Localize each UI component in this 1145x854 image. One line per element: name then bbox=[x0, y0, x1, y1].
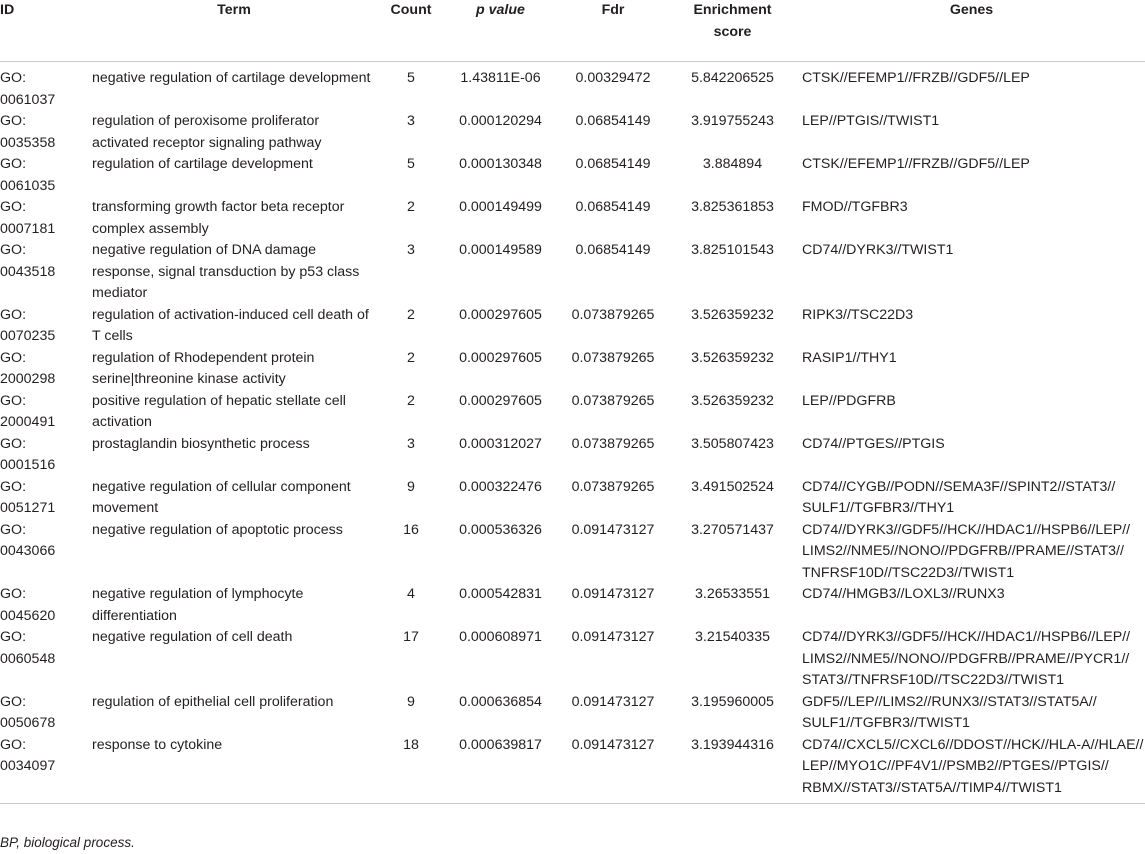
cell-fdr: 0.06854149 bbox=[575, 242, 651, 258]
cell-term: negative regulation of lymphocyte differentiation bbox=[92, 586, 304, 624]
cell-p-value: 0.000542831 bbox=[459, 586, 542, 602]
cell-term: negative regulation of cell death bbox=[92, 629, 293, 645]
cell-id bbox=[0, 240, 88, 305]
table-row bbox=[0, 62, 1145, 112]
cell-term: response to cytokine bbox=[88, 735, 380, 804]
cell-id-prefix: GO: bbox=[0, 306, 27, 323]
cell-id-number: 0043518 bbox=[0, 263, 56, 280]
cell-fdr: 0.091473127 bbox=[559, 735, 667, 804]
cell-count: 3 bbox=[407, 113, 415, 129]
cell-enrichment-score: 3.193944316 bbox=[667, 735, 798, 804]
cell-p-value: 0.000312027 bbox=[459, 435, 542, 452]
cell-term: negative regulation of DNA damage response, signal transduction by p53 class mediator bbox=[92, 242, 360, 301]
cell-fdr: 0.073879265 bbox=[571, 349, 655, 366]
cell-id-prefix: GO: bbox=[0, 629, 27, 645]
cell-term: transforming growth factor beta receptor complex assembly bbox=[92, 199, 345, 237]
cell-id bbox=[0, 434, 88, 477]
cell-genes: LEP//PDGFRB bbox=[802, 392, 896, 409]
cell-enrichment-score: 3.21540335 bbox=[695, 629, 770, 645]
table-footnote: BP, biological process. bbox=[0, 835, 135, 850]
cell-enrichment-score: 3.526359232 bbox=[691, 392, 774, 409]
cell-id-number: 2000298 bbox=[0, 371, 56, 387]
header-fdr: Fdr bbox=[559, 0, 667, 62]
table-row bbox=[0, 627, 1145, 692]
header-enrichment-line2: score bbox=[713, 23, 752, 40]
header-enrichment-score bbox=[667, 0, 798, 62]
cell-genes: LEP//PTGIS//TWIST1 bbox=[802, 113, 940, 129]
cell-id bbox=[0, 305, 88, 348]
cell-term: regulation of peroxisome proliferator activated receptor signaling pathway bbox=[92, 113, 322, 151]
cell-id-prefix: GO: bbox=[0, 156, 27, 172]
cell-id-prefix: GO: bbox=[0, 349, 27, 366]
cell-id-prefix: GO: bbox=[0, 392, 27, 409]
cell-genes: CD74//PTGES//PTGIS bbox=[802, 435, 945, 452]
cell-count: 4 bbox=[407, 586, 415, 602]
header-row bbox=[0, 0, 1145, 62]
cell-enrichment-score: 3.825101543 bbox=[691, 242, 774, 258]
cell-p-value: 0.000120294 bbox=[459, 113, 542, 129]
cell-count: 2 bbox=[407, 349, 415, 366]
table-row bbox=[0, 154, 1145, 197]
cell-genes: RASIP1//THY1 bbox=[802, 349, 897, 366]
cell-count: 16 bbox=[403, 521, 419, 538]
cell-count: 18 bbox=[380, 735, 442, 804]
cell-fdr: 0.091473127 bbox=[571, 586, 655, 602]
cell-id bbox=[0, 348, 88, 391]
cell-p-value: 0.000297605 bbox=[459, 392, 542, 409]
cell-id-prefix: GO: bbox=[0, 478, 27, 495]
cell-genes: RIPK3//TSC22D3 bbox=[802, 306, 914, 323]
cell-id-number: 0051271 bbox=[0, 500, 56, 516]
cell-fdr: 0.06854149 bbox=[575, 199, 651, 215]
cell-p-value: 0.000536326 bbox=[459, 521, 542, 538]
cell-id bbox=[0, 111, 88, 154]
cell-count: 5 bbox=[407, 156, 415, 172]
cell-count: 3 bbox=[407, 242, 415, 258]
cell-genes: CD74//HMGB3//LOXL3//RUNX3 bbox=[802, 586, 1005, 602]
table-row bbox=[0, 305, 1145, 348]
cell-count: 2 bbox=[407, 392, 415, 409]
cell-p-value: 0.000639817 bbox=[442, 735, 559, 804]
cell-id bbox=[0, 477, 88, 520]
cell-id bbox=[0, 735, 88, 804]
cell-fdr: 0.091473127 bbox=[571, 629, 655, 645]
cell-count: 9 bbox=[407, 693, 415, 710]
cell-genes: CTSK//EFEMP1//FRZB//GDF5//LEP bbox=[802, 70, 1030, 86]
cell-enrichment-score: 3.919755243 bbox=[691, 113, 774, 129]
cell-enrichment-score: 3.491502524 bbox=[691, 478, 774, 495]
cell-count: 3 bbox=[407, 435, 415, 452]
header-id: ID bbox=[0, 0, 88, 62]
cell-count: 9 bbox=[407, 478, 415, 495]
cell-genes: CD74//CXCL5//CXCL6//DDOST//HCK//HLA-A//HLAE//LEP//MYO1C//PF4V1//PSMB2//PTGES//PTGIS//RBMX//STAT3//STAT5A//TIMP4//TWIST1 bbox=[798, 735, 1145, 804]
cell-id bbox=[0, 627, 88, 692]
cell-count: 2 bbox=[407, 199, 415, 215]
cell-id-number: 0070235 bbox=[0, 328, 56, 344]
cell-genes: GDF5//LEP//LIMS2//RUNX3//STAT3//STAT5A//SULF1//TGFBR3//TWIST1 bbox=[802, 693, 1097, 731]
cell-enrichment-score: 3.195960005 bbox=[691, 693, 774, 710]
cell-id-number: 0007181 bbox=[0, 220, 56, 237]
cell-p-value: 0.000149499 bbox=[459, 199, 542, 215]
cell-enrichment-score: 3.526359232 bbox=[691, 306, 774, 323]
table-row bbox=[0, 477, 1145, 520]
cell-term: regulation of cartilage development bbox=[92, 156, 313, 172]
cell-term: regulation of Rhodependent protein serine|threonine kinase activity bbox=[92, 349, 315, 387]
cell-id-prefix: GO: bbox=[0, 70, 27, 86]
cell-term: positive regulation of hepatic stellate cell activation bbox=[92, 392, 346, 430]
cell-enrichment-score: 3.825361853 bbox=[691, 199, 774, 215]
cell-id-number: 0043066 bbox=[0, 543, 56, 559]
cell-id-prefix: GO: bbox=[0, 113, 27, 129]
cell-id bbox=[0, 154, 88, 197]
cell-fdr: 0.073879265 bbox=[571, 306, 655, 323]
table-row bbox=[0, 735, 1145, 804]
table-row bbox=[0, 348, 1145, 391]
cell-id-number: 0045620 bbox=[0, 607, 56, 624]
cell-genes: CD74//CYGB//PODN//SEMA3F//SPINT2//STAT3//SULF1//TGFBR3//THY1 bbox=[802, 478, 1116, 516]
cell-enrichment-score: 5.842206525 bbox=[691, 70, 774, 86]
cell-id-prefix: GO: bbox=[0, 521, 27, 538]
cell-enrichment-score: 3.270571437 bbox=[691, 521, 774, 538]
cell-id-number: 0035358 bbox=[0, 134, 56, 151]
header-genes: Genes bbox=[798, 0, 1145, 62]
table-row bbox=[0, 240, 1145, 305]
cell-fdr: 0.06854149 bbox=[575, 113, 651, 129]
cell-id-number: 0001516 bbox=[0, 457, 56, 473]
cell-id-number: 0061035 bbox=[0, 177, 56, 194]
cell-id-number: 0060548 bbox=[0, 650, 56, 667]
cell-id-prefix: GO: bbox=[0, 242, 27, 258]
cell-id bbox=[0, 62, 88, 112]
cell-term: regulation of activation-induced cell death of T cells bbox=[92, 306, 369, 344]
cell-enrichment-score: 3.884894 bbox=[702, 156, 763, 172]
cell-id-number: 0050678 bbox=[0, 715, 56, 731]
cell-p-value: 0.000322476 bbox=[459, 478, 542, 495]
cell-p-value: 0.000297605 bbox=[459, 306, 542, 323]
header-enrichment-line1: Enrichment bbox=[693, 2, 772, 18]
cell-enrichment-score: 3.526359232 bbox=[691, 349, 774, 366]
table-header bbox=[0, 0, 1145, 62]
cell-id-number: 2000491 bbox=[0, 414, 56, 430]
header-p-value-label: p value bbox=[476, 2, 525, 18]
table-row bbox=[0, 692, 1145, 735]
cell-genes: CTSK//EFEMP1//FRZB//GDF5//LEP bbox=[802, 156, 1030, 172]
cell-fdr: 0.073879265 bbox=[571, 392, 655, 409]
cell-id-prefix: GO: bbox=[0, 736, 27, 753]
cell-id-prefix: GO: bbox=[0, 586, 27, 602]
cell-count: 5 bbox=[407, 70, 415, 86]
cell-genes: CD74//DYRK3//GDF5//HCK//HDAC1//HSPB6//LEP//LIMS2//NME5//NONO//PDGFRB//PRAME//STAT3//TNFRSF10D//TSC22D3//TWIST1 bbox=[802, 521, 1131, 581]
cell-p-value: 0.000130348 bbox=[459, 156, 542, 172]
header-term: Term bbox=[88, 0, 380, 62]
cell-genes: CD74//DYRK3//TWIST1 bbox=[802, 242, 954, 258]
cell-id-prefix: GO: bbox=[0, 199, 27, 215]
cell-fdr: 0.06854149 bbox=[575, 156, 651, 172]
cell-enrichment-score: 3.26533551 bbox=[695, 586, 770, 602]
cell-count: 2 bbox=[407, 306, 415, 323]
cell-id bbox=[0, 692, 88, 735]
cell-id-number: 0061037 bbox=[0, 91, 56, 108]
header-p-value bbox=[442, 0, 559, 62]
cell-id-prefix: GO: bbox=[0, 693, 27, 710]
cell-term: prostaglandin biosynthetic process bbox=[92, 435, 310, 452]
table-body bbox=[0, 62, 1145, 804]
cell-p-value: 0.000608971 bbox=[459, 629, 542, 645]
cell-count: 17 bbox=[403, 629, 419, 645]
cell-fdr: 0.091473127 bbox=[571, 521, 655, 538]
cell-term: negative regulation of cartilage development bbox=[92, 70, 371, 86]
cell-fdr: 0.091473127 bbox=[571, 693, 655, 710]
cell-p-value: 0.000149589 bbox=[459, 242, 542, 258]
cell-id bbox=[0, 391, 88, 434]
cell-fdr: 0.073879265 bbox=[571, 478, 655, 495]
cell-fdr: 0.00329472 bbox=[575, 70, 651, 86]
cell-id bbox=[0, 584, 88, 627]
table-row bbox=[0, 584, 1145, 627]
cell-genes: CD74//DYRK3//GDF5//HCK//HDAC1//HSPB6//LEP//LIMS2//NME5//NONO//PDGFRB//PRAME//PYCR1//STAT3//TNFRSF10D//TSC22D3//TWIST1 bbox=[802, 629, 1131, 688]
cell-fdr: 0.073879265 bbox=[571, 435, 655, 452]
table-row bbox=[0, 197, 1145, 240]
cell-id-prefix: GO: bbox=[0, 435, 27, 452]
cell-id bbox=[0, 197, 88, 240]
cell-term: negative regulation of apoptotic process bbox=[92, 521, 343, 538]
cell-p-value: 0.000297605 bbox=[459, 349, 542, 366]
cell-id bbox=[0, 520, 88, 585]
cell-term: regulation of epithelial cell proliferation bbox=[92, 693, 334, 710]
cell-p-value: 1.43811E-06 bbox=[460, 70, 541, 86]
cell-genes: FMOD//TGFBR3 bbox=[802, 199, 908, 215]
cell-enrichment-score: 3.505807423 bbox=[691, 435, 774, 452]
cell-p-value: 0.000636854 bbox=[459, 693, 542, 710]
header-count: Count bbox=[380, 0, 442, 62]
cell-term: negative regulation of cellular component movement bbox=[92, 478, 351, 516]
table-row bbox=[0, 434, 1145, 477]
table-row bbox=[0, 520, 1145, 585]
table-row bbox=[0, 391, 1145, 434]
cell-id-number: 0034097 bbox=[0, 758, 56, 774]
table-row bbox=[0, 111, 1145, 154]
